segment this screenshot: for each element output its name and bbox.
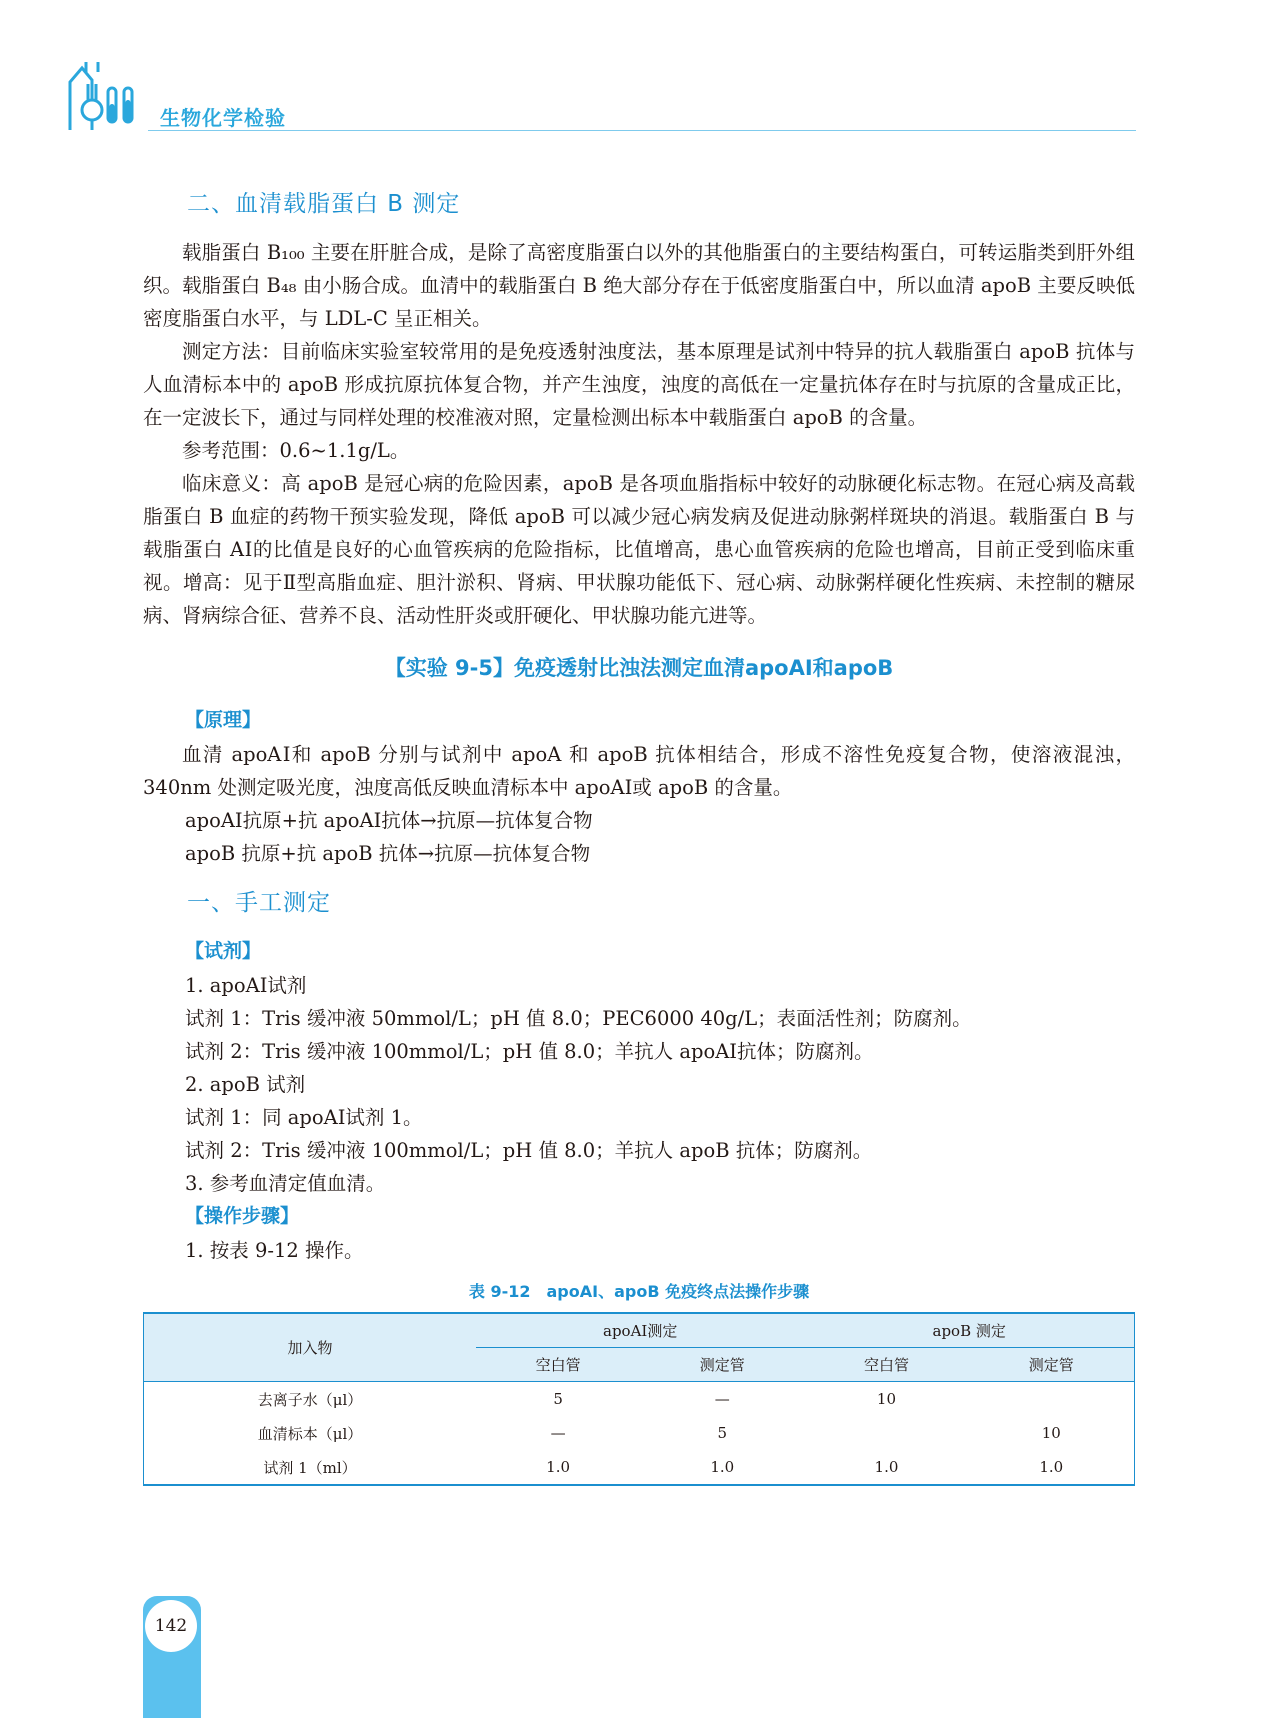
page-header [68, 60, 1136, 138]
paragraph-clinical-significance: 临床意义：高 apoB 是冠心病的危险因素，apoB 是各项血脂指标中较好的动脉硬化标志物。在冠心病及高载脂蛋白 B 血症的药物干预实验发现，降低 apoB 可以减少冠心病发病及促进动脉粥样斑块的消退。载脂蛋白 B 与载脂蛋白 AⅠ的比值是良好的心血管疾病的危险指标，比值增高，患心血管疾病的危险也增高，目前正受到临床重视。增高：见于Ⅱ型高脂血症、胆汁淤积、肾病、甲状腺功能低下、冠心病、动脉粥样硬化性疾病、未控制的糖尿病、肾病综合征、营养不良、活动性肝炎或肝硬化、甲状腺功能亢进等。 [143, 472, 1135, 627]
header-divider [148, 130, 1136, 131]
table-header-apob: apoB 测定 [804, 1313, 1134, 1348]
table-cell [804, 1416, 968, 1450]
page-content [143, 185, 1135, 1486]
paragraph-principle: 血清 apoAⅠ和 apoB 分别与试剂中 apoA 和 apoB 抗体相结合，形成不溶性免疫复合物，使溶液混浊，340nm 处测定吸光度，浊度高低反映血清标本中 apoAⅠ或 apoB 的含量。 [143, 743, 1135, 799]
reaction-apob: apoB 抗原+抗 apoB 抗体→抗原—抗体复合物 [185, 842, 591, 865]
experiment-title: 【实验 9-5】免疫透射比浊法测定血清apoAⅠ和apoB [384, 656, 894, 680]
table-cell: 5 [717, 1424, 728, 1442]
table-row [144, 1416, 1135, 1450]
table-subheader: 测定管 [640, 1348, 804, 1382]
reagent-line: 1. apoAⅠ试剂 [185, 974, 307, 997]
table-cell: 1.0 [710, 1458, 735, 1476]
table-cell: — [714, 1390, 730, 1408]
table-subheader: 空白管 [476, 1348, 640, 1382]
step-line: 1. 按表 9-12 操作。 [185, 1239, 364, 1262]
row-label: 试剂 1（ml） [263, 1458, 357, 1477]
reagent-line: 3. 参考血清定值血清。 [185, 1172, 386, 1195]
reagent-line: 试剂 1：同 apoAⅠ试剂 1。 [185, 1106, 423, 1129]
reagent-line: 试剂 2：Tris 缓冲液 100mmol/L；pH 值 8.0；羊抗人 apoAⅠ抗体；防腐剂。 [185, 1040, 874, 1063]
table-subheader: 测定管 [969, 1348, 1135, 1382]
paragraph-apob-intro: 载脂蛋白 B₁₀₀ 主要在肝脏合成，是除了高密度脂蛋白以外的其他脂蛋白的主要结构蛋白，可转运脂类到肝外组织。载脂蛋白 B₄₈ 由小肠合成。血清中的载脂蛋白 B 绝大部分存在于低密度脂蛋白中，所以血清 apoB 主要反映低密度脂蛋白水平，与 LDL-C 呈正相关。 [143, 241, 1135, 330]
reagent-line: 2. apoB 试剂 [185, 1073, 306, 1096]
book-title: 生物化学检验 [160, 106, 286, 130]
principle-tag: 【原理】 [185, 709, 262, 731]
table-cell: — [550, 1424, 566, 1442]
paragraph-reference-range: 参考范围：0.6~1.1g/L。 [182, 439, 410, 462]
reagent-line: 试剂 1：Tris 缓冲液 50mmol/L；pH 值 8.0；PEC6000 40g/L；表面活性剂；防腐剂。 [185, 1007, 972, 1030]
table-cell: 10 [1041, 1424, 1061, 1442]
table-cell [969, 1382, 1135, 1417]
table-cell: 5 [553, 1390, 563, 1408]
table-row [144, 1382, 1135, 1417]
table-cell: 10 [876, 1390, 897, 1408]
table-cell: 1.0 [874, 1458, 899, 1476]
steps-tag: 【操作步骤】 [185, 1205, 300, 1227]
section-heading-apob: 二、血清载脂蛋白 B 测定 [187, 191, 461, 217]
page-number: 142 [145, 1600, 197, 1652]
reagent-line: 试剂 2：Tris 缓冲液 100mmol/L；pH 值 8.0；羊抗人 apoB 抗体；防腐剂。 [185, 1139, 873, 1162]
table-cell: 1.0 [546, 1458, 571, 1476]
table-header-item: 加入物 [144, 1313, 477, 1382]
row-label: 去离子水（μl） [257, 1390, 363, 1409]
reaction-apoa: apoAⅠ抗原+抗 apoAⅠ抗体→抗原—抗体复合物 [185, 809, 593, 832]
row-label: 血清标本（μl） [257, 1424, 363, 1443]
reagents-tag: 【试剂】 [185, 940, 262, 962]
paragraph-method: 测定方法：目前临床实验室较常用的是免疫透射浊度法，基本原理是试剂中特异的抗人载脂蛋白 apoB 抗体与人血清标本中的 apoB 形成抗原抗体复合物，并产生浊度，浊度的高低在一定量抗体存在时与抗原的含量成正比，在一定波长下，通过与同样处理的校准液对照，定量检测出标本中载脂蛋白 apoB 的含量。 [143, 340, 1135, 429]
lab-flask-logo-icon [68, 60, 148, 136]
procedure-table [143, 1312, 1135, 1486]
table-cell: 1.0 [1039, 1458, 1064, 1476]
section-heading-manual: 一、手工测定 [187, 890, 331, 916]
table-header-apoa: apoAⅠ测定 [476, 1313, 804, 1348]
table-row [144, 1450, 1135, 1485]
table-subheader: 空白管 [804, 1348, 968, 1382]
table-caption: 表 9-12 apoAⅠ、apoB 免疫终点法操作步骤 [468, 1282, 810, 1301]
